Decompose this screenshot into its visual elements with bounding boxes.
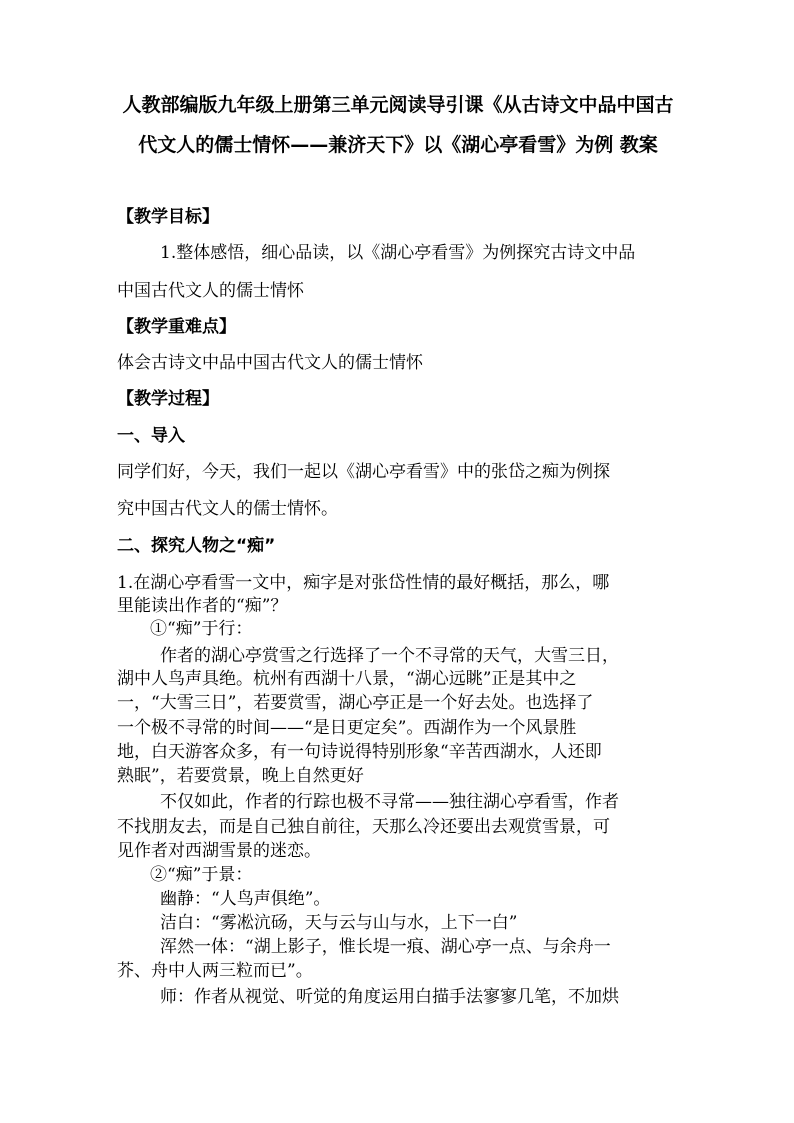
scene-line-whole-line-1: 浑然一体：“湖上影子，惟长堤一痕、湖心亭一点、与余舟一 bbox=[160, 937, 611, 957]
section-heading-goals: 【教学目标】 bbox=[117, 207, 219, 227]
subsection-heading-explore: 二、探究人物之“痴” bbox=[117, 536, 276, 556]
question-line-2: 里能读出作者的“痴”？ bbox=[117, 596, 288, 616]
paragraph-2-line-3: 见作者对西湖雪景的迷恋。 bbox=[117, 841, 321, 861]
paragraph-1-line-4: 一个极不寻常的时间——“是日更定矣”。西湖作为一个风景胜 bbox=[117, 718, 577, 738]
paragraph-1-line-1: 作者的湖心亭赏雪之行选择了一个不寻常的天气，大雪三日， bbox=[160, 646, 619, 666]
question-line-1: 1.在湖心亭看雪一文中，痴字是对张岱性情的最好概括，那么，哪 bbox=[117, 573, 610, 593]
scene-line-white: 洁白：“雾凇沆砀，天与云与山与水，上下一白” bbox=[160, 913, 518, 933]
subsection-heading-intro: 一、导入 bbox=[117, 426, 185, 446]
goal-text-line-2: 中国古代文人的儒士情怀 bbox=[117, 281, 304, 301]
paragraph-1-line-3: 一，“大雪三日”，若要赏雪，湖心亭正是一个好去处。也选择了 bbox=[117, 693, 594, 713]
item-2-label: ②“痴”于景： bbox=[150, 865, 253, 885]
item-1-label: ①“痴”于行： bbox=[150, 619, 253, 639]
paragraph-1-line-2: 湖中人鸟声具绝。杭州有西湖十八景，“湖心远眺”正是其中之 bbox=[117, 669, 577, 689]
section-heading-key-points: 【教学重难点】 bbox=[117, 317, 236, 337]
paragraph-1-line-6: 熟眠”，若要赏景，晚上自然更好 bbox=[117, 766, 364, 786]
key-points-text: 体会古诗文中品中国古代文人的儒士情怀 bbox=[117, 353, 423, 373]
document-title-line-2: 代文人的儒士情怀——兼济天下》以《湖心亭看雪》为例 教案 bbox=[138, 134, 658, 156]
intro-text-line-2: 究中国古代文人的儒士情怀。 bbox=[117, 499, 338, 519]
paragraph-2-line-1: 不仅如此，作者的行踪也极不寻常——独往湖心亭看雪，作者 bbox=[160, 792, 619, 812]
scene-line-quiet: 幽静：“人鸟声俱绝”。 bbox=[160, 889, 331, 909]
intro-text-line-1: 同学们好，今天，我们一起以《湖心亭看雪》中的张岱之痴为例探 bbox=[117, 462, 610, 482]
teacher-comment-line-1: 师：作者从视觉、听觉的角度运用白描手法寥寥几笔，不加烘 bbox=[160, 987, 619, 1007]
scene-line-whole-line-2: 芥、舟中人两三粒而已”。 bbox=[117, 961, 313, 981]
paragraph-1-line-5: 地，白天游客众多，有一句诗说得特别形象“辛苦西湖水，人还即 bbox=[117, 742, 602, 762]
document-title-line-1: 人教部编版九年级上册第三单元阅读导引课《从古诗文中品中国古 bbox=[122, 94, 674, 116]
paragraph-2-line-2: 不找朋友去，而是自己独自前往，天那么冷还要出去观赏雪景，可 bbox=[117, 817, 610, 837]
section-heading-process: 【教学过程】 bbox=[117, 389, 219, 409]
goal-text-line-1: 1.整体感悟，细心品读，以《湖心亭看雪》为例探究古诗文中品 bbox=[160, 243, 636, 263]
